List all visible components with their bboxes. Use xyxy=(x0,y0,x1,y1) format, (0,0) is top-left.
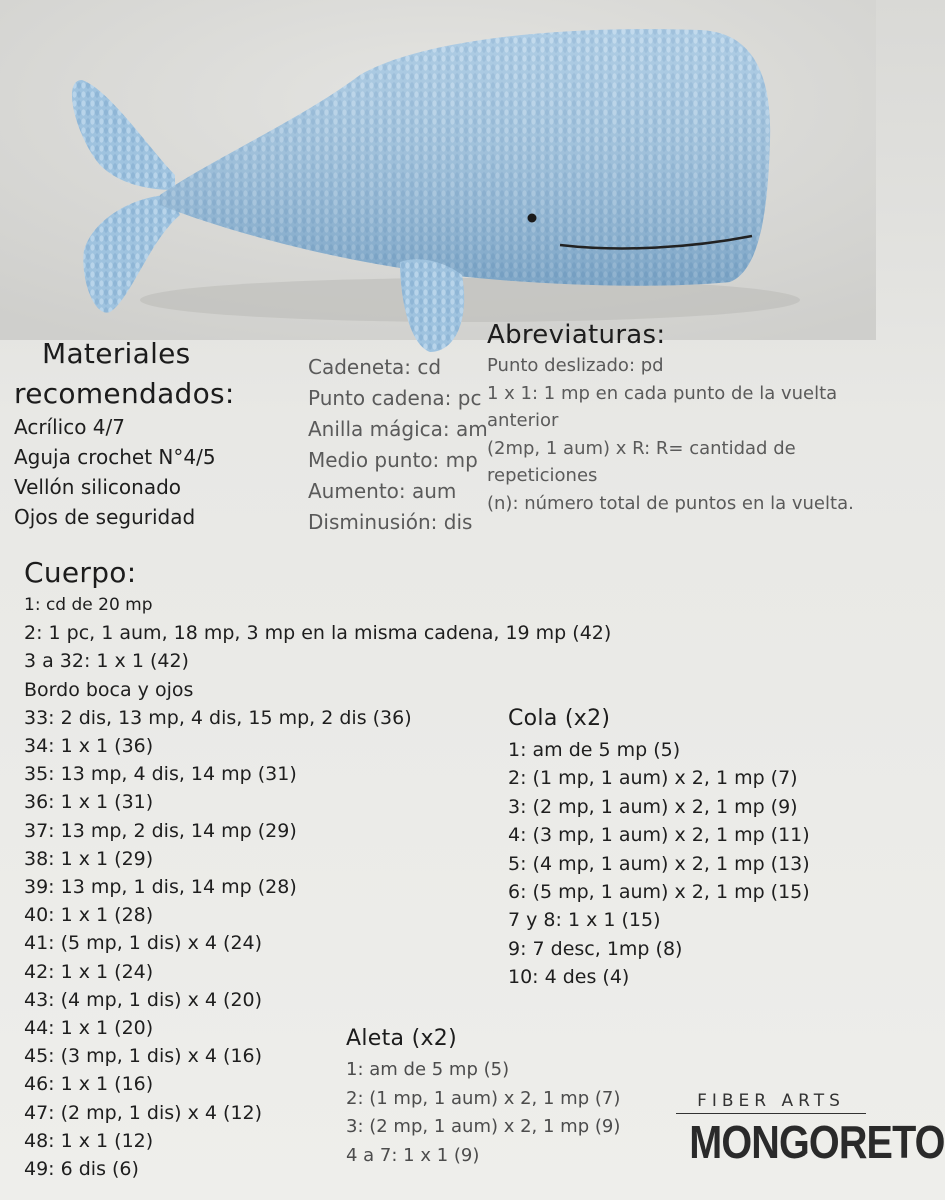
abbreviation-item: (2mp, 1 aum) x R: R= cantidad de repeticiones xyxy=(487,437,796,486)
aleta-row: 4 a 7: 1 x 1 (9) xyxy=(346,1144,480,1166)
cuerpo-row: 41: (5 mp, 1 dis) x 4 (24) xyxy=(24,932,263,955)
cola-section xyxy=(508,702,810,992)
materials-list xyxy=(14,412,216,532)
materials-heading xyxy=(14,334,235,414)
brand-logo xyxy=(676,1090,945,1170)
cuerpo-title: Cuerpo: xyxy=(24,556,137,589)
cola-row: 1: am de 5 mp (5) xyxy=(508,739,681,761)
cuerpo-row: 2: 1 pc, 1 aum, 18 mp, 3 mp en la misma cadena, 19 mp (42) xyxy=(24,622,612,645)
cuerpo-row: 44: 1 x 1 (20) xyxy=(24,1017,154,1040)
cola-row: 2: (1 mp, 1 aum) x 2, 1 mp (7) xyxy=(508,767,798,790)
cuerpo-row: 47: (2 mp, 1 dis) x 4 (12) xyxy=(24,1101,263,1124)
cuerpo-row: 42: 1 x 1 (24) xyxy=(24,960,154,983)
materials-title-line1: Materiales xyxy=(42,337,191,370)
abbreviation-item: 1 x 1: 1 mp en cada punto de la vuelta anterior xyxy=(487,382,838,431)
materials-title-line2: recomendados: xyxy=(14,377,235,410)
cuerpo-row: 1: cd de 20 mp xyxy=(24,595,153,615)
cola-row: 10: 4 des (4) xyxy=(508,966,630,989)
cuerpo-row: 39: 13 mp, 1 dis, 14 mp (28) xyxy=(24,876,297,899)
cuerpo-row: 43: (4 mp, 1 dis) x 4 (20) xyxy=(24,988,263,1011)
cuerpo-row: 33: 2 dis, 13 mp, 4 dis, 15 mp, 2 dis (36) xyxy=(24,706,412,729)
whale-photo xyxy=(0,0,876,340)
cuerpo-row: 35: 13 mp, 4 dis, 14 mp (31) xyxy=(24,763,297,786)
stitch-item: Disminusión: dis xyxy=(308,510,473,534)
aleta-row: 1: am de 5 mp (5) xyxy=(346,1059,510,1080)
cuerpo-row: 36: 1 x 1 (31) xyxy=(24,791,154,814)
stitch-item: Aumento: aum xyxy=(308,479,457,503)
cola-row: 4: (3 mp, 1 aum) x 2, 1 mp (11) xyxy=(508,824,810,847)
cola-row: 7 y 8: 1 x 1 (15) xyxy=(508,909,661,932)
whale-eye xyxy=(528,214,537,223)
cuerpo-row: 49: 6 dis (6) xyxy=(24,1158,139,1181)
cuerpo-row: 3 a 32: 1 x 1 (42) xyxy=(24,650,189,673)
cuerpo-row: 40: 1 x 1 (28) xyxy=(24,904,154,927)
cola-row: 5: (4 mp, 1 aum) x 2, 1 mp (13) xyxy=(508,852,810,875)
aleta-row: 2: (1 mp, 1 aum) x 2, 1 mp (7) xyxy=(346,1087,621,1109)
cuerpo-row: Bordo boca y ojos xyxy=(24,678,194,701)
cuerpo-row: 45: (3 mp, 1 dis) x 4 (16) xyxy=(24,1045,263,1068)
material-item: Vellón siliconado xyxy=(14,475,182,499)
material-item: Acrílico 4/7 xyxy=(14,415,125,439)
cuerpo-row: 37: 13 mp, 2 dis, 14 mp (29) xyxy=(24,819,297,842)
stitch-item: Medio punto: mp xyxy=(308,448,478,472)
stitch-item: Punto cadena: pc xyxy=(308,386,482,410)
cuerpo-row: 34: 1 x 1 (36) xyxy=(24,735,154,758)
aleta-title: Aleta (x2) xyxy=(346,1026,457,1051)
cuerpo-row: 48: 1 x 1 (12) xyxy=(24,1129,154,1152)
cuerpo-row: 46: 1 x 1 (16) xyxy=(24,1073,154,1096)
cola-row: 9: 7 desc, 1mp (8) xyxy=(508,937,683,960)
material-item: Aguja crochet N°4/5 xyxy=(14,445,216,469)
cola-row: 6: (5 mp, 1 aum) x 2, 1 mp (15) xyxy=(508,881,810,904)
logo-wordmark: MONGORETO xyxy=(689,1116,945,1168)
stitch-glossary xyxy=(308,352,488,538)
abbreviation-item: (n): número total de puntos en la vuelta. xyxy=(487,492,854,514)
aleta-section xyxy=(346,1022,620,1170)
cola-row: 3: (2 mp, 1 aum) x 2, 1 mp (9) xyxy=(508,795,798,818)
stitch-item: Cadeneta: cd xyxy=(308,355,442,379)
abbreviations-section xyxy=(487,318,857,517)
abbreviation-item: Punto deslizado: pd xyxy=(487,355,664,376)
cola-title: Cola (x2) xyxy=(508,706,611,731)
cuerpo-row: 38: 1 x 1 (29) xyxy=(24,847,154,870)
aleta-row: 3: (2 mp, 1 aum) x 2, 1 mp (9) xyxy=(346,1116,621,1137)
logo-tagline: FIBER ARTS xyxy=(676,1090,866,1114)
stitch-item: Anilla mágica: am xyxy=(308,417,488,441)
abbreviations-title: Abreviaturas: xyxy=(487,320,666,350)
material-item: Ojos de seguridad xyxy=(14,505,196,529)
